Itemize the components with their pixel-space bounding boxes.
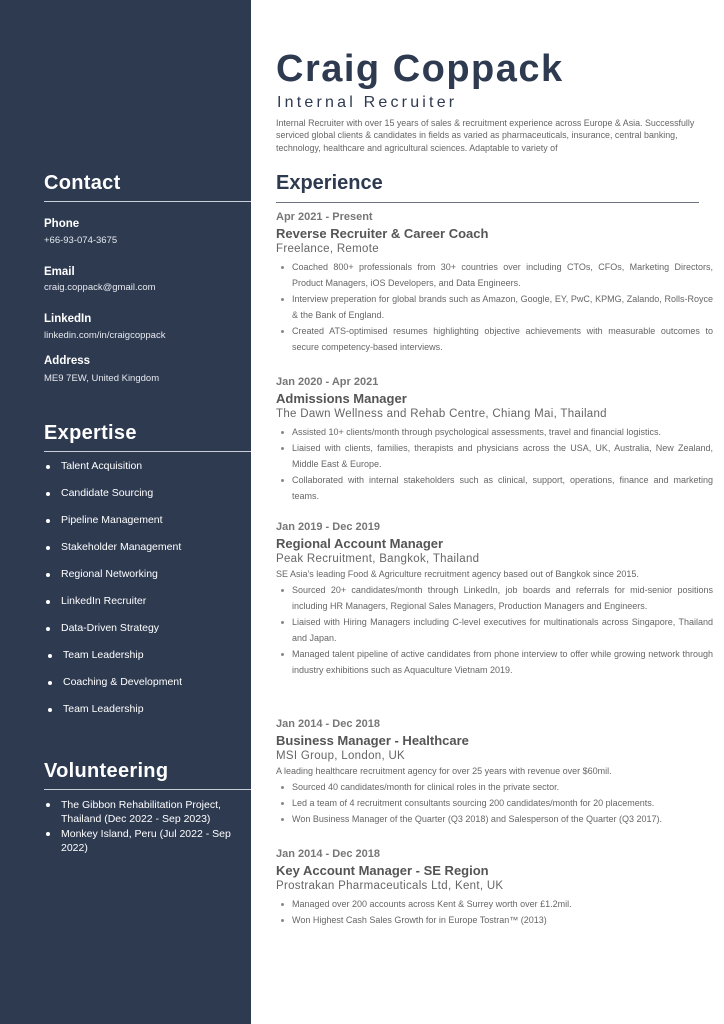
expertise-item: Team Leadership xyxy=(63,703,144,715)
job-organization: MSI Group, London, UK xyxy=(276,750,406,762)
profile-summary: Internal Recruiter with over 15 years of sales & recruitment experience across Europe & Asia. Successfully serviced global clients & candidates in fields as varied as pharmaceuticals, insurance, central banking, technology, healthcare and agricultural sciences. Adaptable to variety of xyxy=(276,118,695,153)
job-bullet: Managed over 200 accounts across Kent & Surrey worth over £1.2mil. xyxy=(276,896,713,912)
expertise-item: Talent Acquisition xyxy=(61,460,143,472)
experience-heading: Experience xyxy=(276,172,383,194)
phone-label: Phone xyxy=(44,218,80,230)
job-bullet: Assisted 10+ clients/month through psychological assessments, travel and financial logistics. xyxy=(276,424,713,440)
job-title: Business Manager - Healthcare xyxy=(276,733,469,748)
job-title: Regional Account Manager xyxy=(276,536,444,551)
volunteering-item: The Gibbon Rehabilitation Project, Thailand (Dec 2022 - Sep 2023) xyxy=(61,798,241,826)
sidebar xyxy=(0,0,251,1024)
candidate-name: Craig Coppack xyxy=(276,48,564,90)
company-description: SE Asia's leading Food & Agriculture recruitment agency based out of Bangkok since 2015. xyxy=(276,569,639,579)
job-bullet: Sourced 40 candidates/month for clinical roles in the private sector. xyxy=(276,779,713,795)
expertise-item: Coaching & Development xyxy=(63,676,183,688)
expertise-item: LinkedIn Recruiter xyxy=(61,595,147,607)
experience-divider xyxy=(276,202,699,203)
address-value: ME9 7EW, United Kingdom xyxy=(44,373,160,384)
job-entry xyxy=(276,848,713,928)
candidate-role: Internal Recruiter xyxy=(277,94,458,111)
job-entry xyxy=(276,376,713,504)
expertise-item: Pipeline Management xyxy=(61,514,163,526)
expertise-item: Data-Driven Strategy xyxy=(61,622,160,634)
job-date: Jan 2020 - Apr 2021 xyxy=(276,376,379,388)
job-title: Reverse Recruiter & Career Coach xyxy=(276,226,489,241)
job-bullet: Created ATS-optimised resumes highlighting objective achievements with measurable outcomes to secure competency-based interviews. xyxy=(276,323,713,355)
job-bullet: Liaised with Hiring Managers including C-level executives for multinationals across Singapore, Thailand and Japan. xyxy=(276,614,713,646)
volunteering-divider xyxy=(44,789,251,790)
job-organization: Peak Recruitment, Bangkok, Thailand xyxy=(276,553,480,565)
contact-divider xyxy=(44,201,251,202)
job-date: Jan 2014 - Dec 2018 xyxy=(276,718,380,730)
job-bullet: Collaborated with internal stakeholders such as clinical, support, operations, finance and marketing teams. xyxy=(276,472,713,504)
job-entry xyxy=(276,211,713,355)
linkedin-label: LinkedIn xyxy=(44,313,92,325)
linkedin-value: linkedin.com/in/craigcoppack xyxy=(44,330,166,341)
expertise-item: Team Leadership xyxy=(63,649,144,661)
job-bullet: Liaised with clients, families, therapists and physicians across the USA, UK, Australia, New Zealand, Middle East & Europe. xyxy=(276,440,713,472)
volunteering-heading: Volunteering xyxy=(44,760,169,782)
job-bullet: Interview preperation for global brands such as Amazon, Google, EY, PwC, KPMG, Zalando, Rolls-Royce & the Bank of England. xyxy=(276,291,713,323)
job-bullet: Won Highest Cash Sales Growth for in Europe Tostran™ (2013) xyxy=(276,912,713,928)
job-entry xyxy=(276,718,713,827)
job-date: Jan 2014 - Dec 2018 xyxy=(276,848,380,860)
job-title: Admissions Manager xyxy=(276,391,407,406)
job-organization: Freelance, Remote xyxy=(276,243,379,255)
job-date: Jan 2019 - Dec 2019 xyxy=(276,521,380,533)
job-organization: Prostrakan Pharmaceuticals Ltd, Kent, UK xyxy=(276,880,504,892)
job-date: Apr 2021 - Present xyxy=(276,211,373,223)
phone-value: +66-93-074-3675 xyxy=(44,235,118,246)
volunteering-item: Monkey Island, Peru (Jul 2022 - Sep 2022) xyxy=(61,827,241,855)
job-bullet: Coached 800+ professionals from 30+ countries over including CTOs, CFOs, Marketing Directors, Product Managers, iOS Developers, and Data Engineers. xyxy=(276,259,713,291)
address-label: Address xyxy=(44,355,91,367)
job-organization: The Dawn Wellness and Rehab Centre, Chiang Mai, Thailand xyxy=(276,408,607,420)
email-value: craig.coppack@gmail.com xyxy=(44,282,156,293)
company-description: A leading healthcare recruitment agency for over 25 years with revenue over $60mil. xyxy=(276,766,612,776)
job-bullet: Led a team of 4 recruitment consultants sourcing 200 candidates/month for 20 placements. xyxy=(276,795,713,811)
contact-heading: Contact xyxy=(44,172,121,194)
job-bullet: Won Business Manager of the Quarter (Q3 2018) and Salesperson of the Quarter (Q3 2017). xyxy=(276,811,713,827)
expertise-item: Regional Networking xyxy=(61,568,158,580)
expertise-item: Stakeholder Management xyxy=(61,541,182,553)
job-bullet: Sourced 20+ candidates/month through LinkedIn, job boards and referrals for mid-senior positions including HR Managers, Regional Sales Managers, Production Managers and Engineers. xyxy=(276,582,713,614)
expertise-divider xyxy=(44,451,251,452)
expertise-heading: Expertise xyxy=(44,422,137,444)
expertise-item: Candidate Sourcing xyxy=(61,487,154,499)
job-title: Key Account Manager - SE Region xyxy=(276,863,489,878)
job-bullet: Managed talent pipeline of active candidates from phone interview to offer while growing network through industry exhibitions such as Aquaculture Vietnam 2019. xyxy=(276,646,713,678)
job-entry xyxy=(276,521,713,678)
email-label: Email xyxy=(44,266,75,278)
